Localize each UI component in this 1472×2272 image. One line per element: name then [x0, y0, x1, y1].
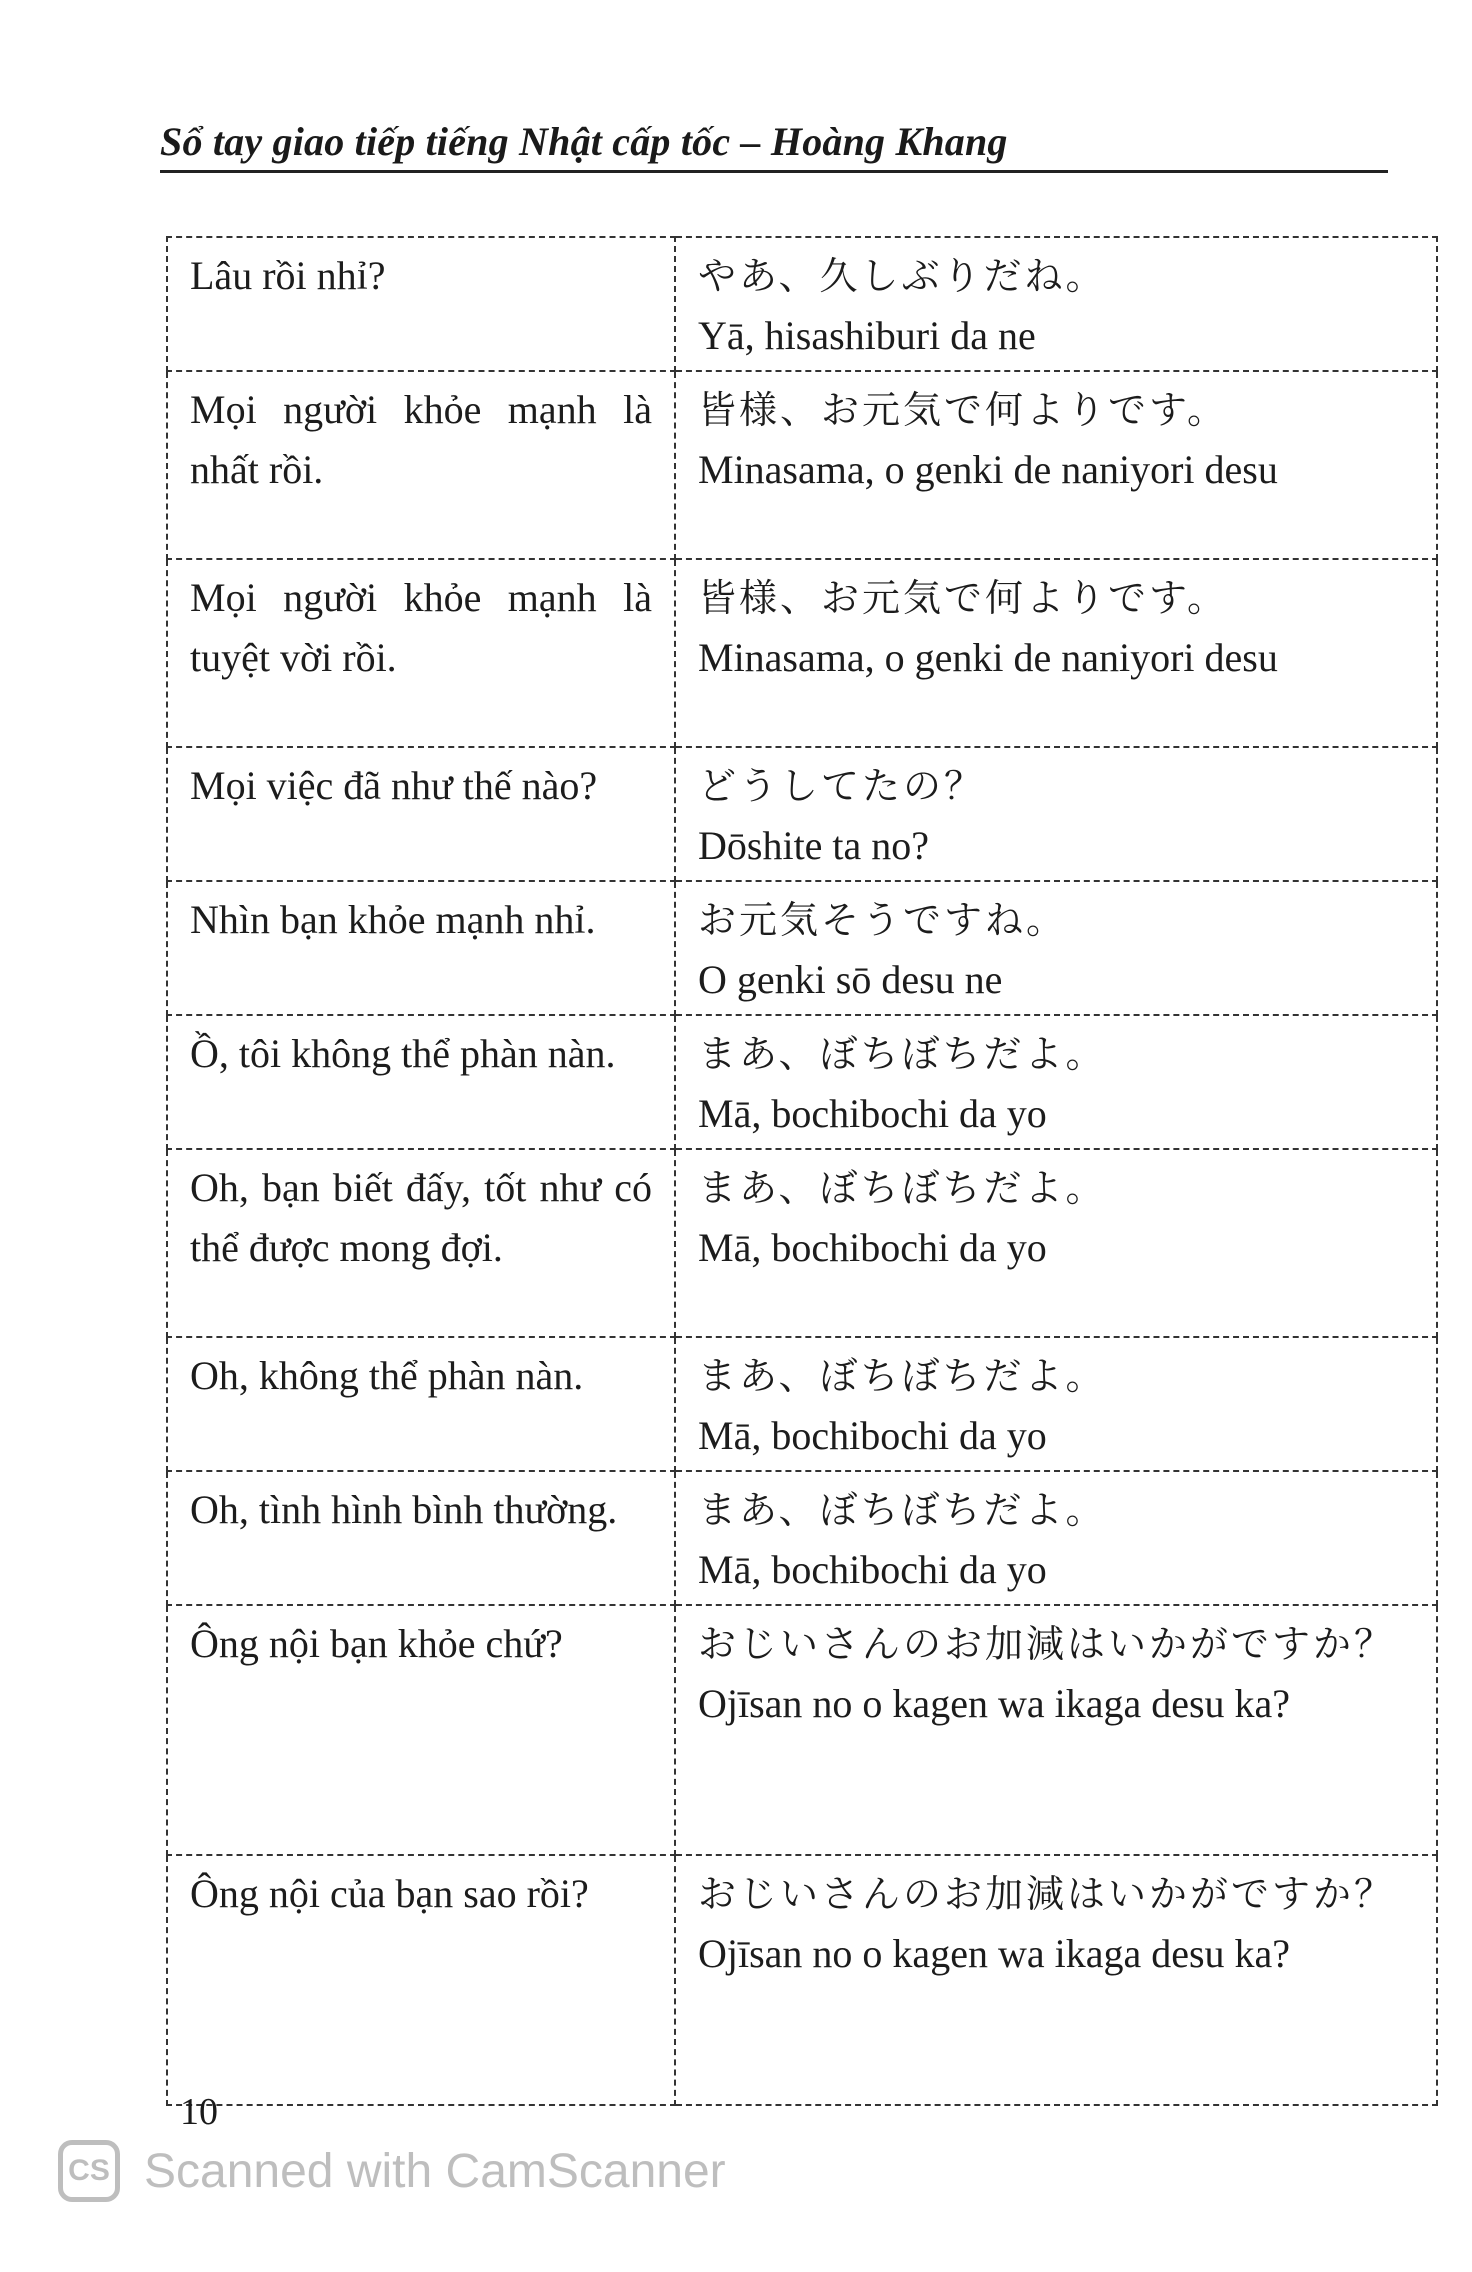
japanese-text: まあ、ぼちぼちだよ。	[698, 1032, 1107, 1076]
vietnamese-cell: Mọi người khỏe mạnh là nhất rồi.	[167, 371, 675, 559]
japanese-text: まあ、ぼちぼちだよ。	[698, 1488, 1107, 1532]
vietnamese-cell: Nhìn bạn khỏe mạnh nhỉ.	[167, 881, 675, 1015]
japanese-text: お元気そうですね。	[698, 898, 1068, 942]
table-row	[167, 1015, 1437, 1149]
table-row	[167, 747, 1437, 881]
vietnamese-cell: Ồ, tôi không thể phàn nàn.	[167, 1015, 675, 1149]
japanese-text: どうしてたの？	[698, 764, 986, 808]
vietnamese-cell: Ông nội của bạn sao rồi?	[167, 1855, 675, 2105]
japanese-cell	[675, 559, 1437, 747]
japanese-cell	[675, 1855, 1437, 2105]
japanese-text: おじいさんのお加減はいかがですか？	[698, 1622, 1396, 1666]
table-row	[167, 1149, 1437, 1337]
japanese-cell	[675, 1471, 1437, 1605]
romaji-text: Ojīsan no o kagen wa ikaga desu ka?	[698, 1931, 1291, 1976]
romaji-text: Ojīsan no o kagen wa ikaga desu ka?	[698, 1681, 1291, 1726]
japanese-cell	[675, 371, 1437, 559]
table-row	[167, 237, 1437, 371]
romaji-text: Mā, bochibochi da yo	[698, 1091, 1047, 1136]
japanese-text: おじいさんのお加減はいかがですか？	[698, 1872, 1396, 1916]
japanese-text: 皆様、お元気で何よりです。	[698, 388, 1228, 432]
japanese-text: 皆様、お元気で何よりです。	[698, 576, 1228, 620]
table-row	[167, 1471, 1437, 1605]
watermark-text: Scanned with CamScanner	[144, 2144, 726, 2198]
table-row	[167, 559, 1437, 747]
romaji-text: Mā, bochibochi da yo	[698, 1547, 1047, 1592]
vietnamese-cell: Lâu rồi nhỉ?	[167, 237, 675, 371]
japanese-cell	[675, 1605, 1437, 1855]
romaji-text: Minasama, o genki de naniyori desu	[698, 447, 1278, 492]
table-row	[167, 1605, 1437, 1855]
vietnamese-cell: Oh, tình hình bình thường.	[167, 1471, 675, 1605]
table-row	[167, 1855, 1437, 2105]
japanese-cell	[675, 1149, 1437, 1337]
running-header: Sổ tay giao tiếp tiếng Nhật cấp tốc – Hoàng Khang	[160, 119, 1008, 164]
romaji-text: O genki sō desu ne	[698, 957, 1003, 1002]
japanese-cell	[675, 747, 1437, 881]
table-row	[167, 1337, 1437, 1471]
vietnamese-cell: Mọi người khỏe mạnh là tuyệt vời rồi.	[167, 559, 675, 747]
scanner-watermark	[58, 2140, 726, 2202]
japanese-text: まあ、ぼちぼちだよ。	[698, 1166, 1107, 1210]
vietnamese-cell: Ông nội bạn khỏe chứ?	[167, 1605, 675, 1855]
vietnamese-cell: Oh, không thể phàn nàn.	[167, 1337, 675, 1471]
japanese-cell	[675, 881, 1437, 1015]
romaji-text: Mā, bochibochi da yo	[698, 1413, 1047, 1458]
vietnamese-cell: Oh, bạn biết đấy, tốt như có thể được mong đợi.	[167, 1149, 675, 1337]
japanese-cell	[675, 237, 1437, 371]
header-rule	[160, 170, 1388, 173]
romaji-text: Mā, bochibochi da yo	[698, 1225, 1047, 1270]
romaji-text: Dōshite ta no?	[698, 823, 930, 868]
japanese-cell	[675, 1015, 1437, 1149]
phrase-table	[166, 236, 1438, 2106]
romaji-text: Yā, hisashiburi da ne	[698, 313, 1036, 358]
table-row	[167, 371, 1437, 559]
romaji-text: Minasama, o genki de naniyori desu	[698, 635, 1278, 680]
japanese-text: やあ、久しぶりだね。	[698, 254, 1107, 298]
page-number: 10	[180, 2091, 218, 2133]
vietnamese-cell: Mọi việc đã như thế nào?	[167, 747, 675, 881]
camscanner-logo-icon: CS	[58, 2140, 120, 2202]
table-row	[167, 881, 1437, 1015]
japanese-text: まあ、ぼちぼちだよ。	[698, 1354, 1107, 1398]
japanese-cell	[675, 1337, 1437, 1471]
